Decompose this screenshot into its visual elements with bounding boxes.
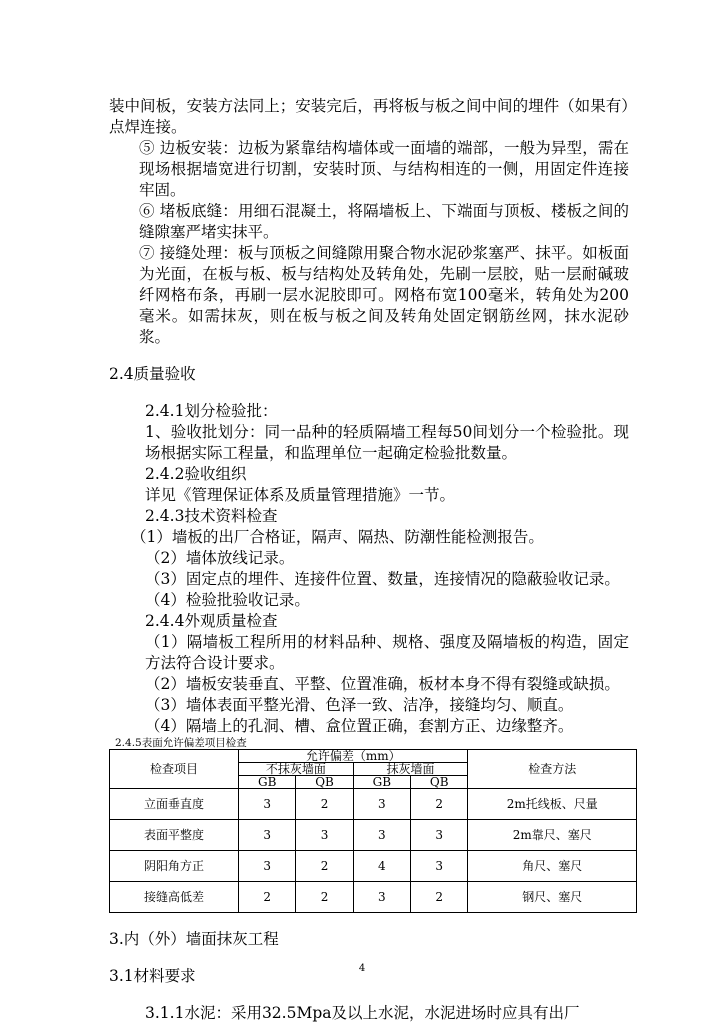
section-heading-3: 3.内（外）墙面抹灰工程 — [109, 930, 279, 948]
section-2-4-line-5: 2.4.3技术资料检查 — [145, 507, 278, 525]
cell-v1: 3 — [239, 820, 296, 851]
cell-v4: 3 — [411, 820, 468, 851]
cell-method: 2m靠尺、塞尺 — [468, 820, 637, 851]
section-heading-3-1: 3.1材料要求 — [109, 967, 196, 985]
cell-name: 表面平整度 — [110, 820, 239, 851]
cell-v1: 3 — [239, 789, 296, 820]
cell-name: 阴阳角方正 — [110, 851, 239, 882]
header-gb-2: GB — [353, 776, 410, 789]
cell-v3: 3 — [353, 882, 410, 913]
section-2-4-line-4: 详见《管理保证体系及质量管理措施》一节。 — [145, 486, 456, 504]
cell-v2: 2 — [296, 789, 353, 820]
table-caption: 2.4.5表面允许偏差项目检查 — [115, 737, 247, 749]
cell-v3: 3 — [353, 820, 410, 851]
cell-v1: 3 — [239, 851, 296, 882]
section-2-4-line-11: （1）隔墙板工程所用的材料品种、规格、强度及隔墙板的构造，固定方法符合设计要求。 — [145, 633, 629, 672]
page-content — [109, 96, 629, 1024]
cell-v4: 2 — [411, 882, 468, 913]
table-row — [110, 882, 637, 913]
tolerance-table — [109, 749, 637, 913]
table-row — [110, 789, 637, 820]
paragraph-4: ⑦ 接缝处理：板与顶板之间缝隙用聚合物水泥砂浆塞严、抹平。如板面为光面，在板与板、板与结构处及转角处，先刷一层胶，贴一层耐碱玻纤网格布条，再刷一层水泥胶即可。网格布宽100毫米，转角处为200毫米。如需抹灰，则在板与板之间及转角处固定钢筋丝网，抹水泥砂浆。 — [139, 244, 629, 346]
section-2-4-line-14: （4）隔墙上的孔洞、槽、盒位置正确，套割方正、边缘整齐。 — [145, 717, 574, 735]
section-2-4-line-13: （3）墙体表面平整光滑、色泽一致、洁净，接缝均匀、顺直。 — [145, 696, 574, 714]
cell-v3: 4 — [353, 851, 410, 882]
cell-v4: 3 — [411, 851, 468, 882]
section-2-4-line-9: （4）检验批验收记录。 — [145, 591, 310, 609]
cell-method: 角尺、塞尺 — [468, 851, 637, 882]
cell-v2: 3 — [296, 820, 353, 851]
paragraph-3: ⑥ 堵板底缝：用细石混凝土，将隔墙板上、下端面与顶板、楼板之间的缝隙塞严堵实抹平。 — [139, 202, 629, 241]
header-gb-1: GB — [239, 776, 296, 789]
header-allowed-deviation: 允许偏差（mm） — [239, 750, 468, 763]
section-2-4-line-12: （2）墙板安装垂直、平整、位置准确，板材本身不得有裂缝或缺损。 — [145, 675, 620, 693]
header-qb-2: QB — [411, 776, 468, 789]
cell-v2: 2 — [296, 882, 353, 913]
header-check-method: 检查方法 — [468, 750, 637, 789]
header-plaster: 抹灰墙面 — [353, 763, 468, 776]
header-qb-1: QB — [296, 776, 353, 789]
section-2-4-line-7: （2）墙体放线记录。 — [145, 549, 295, 567]
cell-v2: 2 — [296, 851, 353, 882]
section-2-4-line-2: 1、验收批划分：同一品种的轻质隔墙工程每50间划分一个检验批。现场根据实际工程量，和监理单位一起确定检验批数量。 — [145, 423, 629, 462]
item-3-1-1: 3.1.1水泥：采用32.5Mpa及以上水泥，水泥进场时应具有出厂 — [145, 1004, 580, 1022]
cell-v4: 2 — [411, 789, 468, 820]
section-2-4-line-10: 2.4.4外观质量检查 — [145, 612, 278, 630]
header-check-item: 检查项目 — [110, 750, 239, 789]
section-2-4-line-6: （1）墙板的出厂合格证，隔声、隔热、防潮性能检测报告。 — [131, 528, 544, 546]
cell-v1: 2 — [239, 882, 296, 913]
cell-name: 接缝高低差 — [110, 882, 239, 913]
section-2-4-line-1: 2.4.1划分检验批： — [145, 402, 278, 420]
top-paragraphs — [109, 96, 629, 348]
cell-name: 立面垂直度 — [110, 789, 239, 820]
table-row — [110, 820, 637, 851]
header-no-plaster: 不抹灰墙面 — [239, 763, 354, 776]
cell-method: 2m托线板、尺量 — [468, 789, 637, 820]
section-heading-2-4: 2.4质量验收 — [109, 365, 196, 383]
page-number: 4 — [358, 963, 366, 974]
section-2-4-line-8: （3）固定点的埋件、连接件位置、数量，连接情况的隐蔽验收记录。 — [145, 570, 620, 588]
cell-v3: 3 — [353, 789, 410, 820]
paragraph-2: ⑤ 边板安装：边板为紧靠结构墙体或一面墙的端部，一般为异型，需在现场根据墙宽进行切割，安装时顶、与结构相连的一侧，用固定件连接牢固。 — [139, 139, 629, 199]
cell-method: 钢尺、塞尺 — [468, 882, 637, 913]
paragraph-1: 装中间板，安装方法同上；安装完后，再将板与板之间中间的埋件（如果有）点焊连接。 — [109, 97, 629, 136]
section-2-4-items — [109, 401, 629, 737]
table-row — [110, 851, 637, 882]
section-2-4-line-3: 2.4.2验收组织 — [145, 465, 247, 483]
